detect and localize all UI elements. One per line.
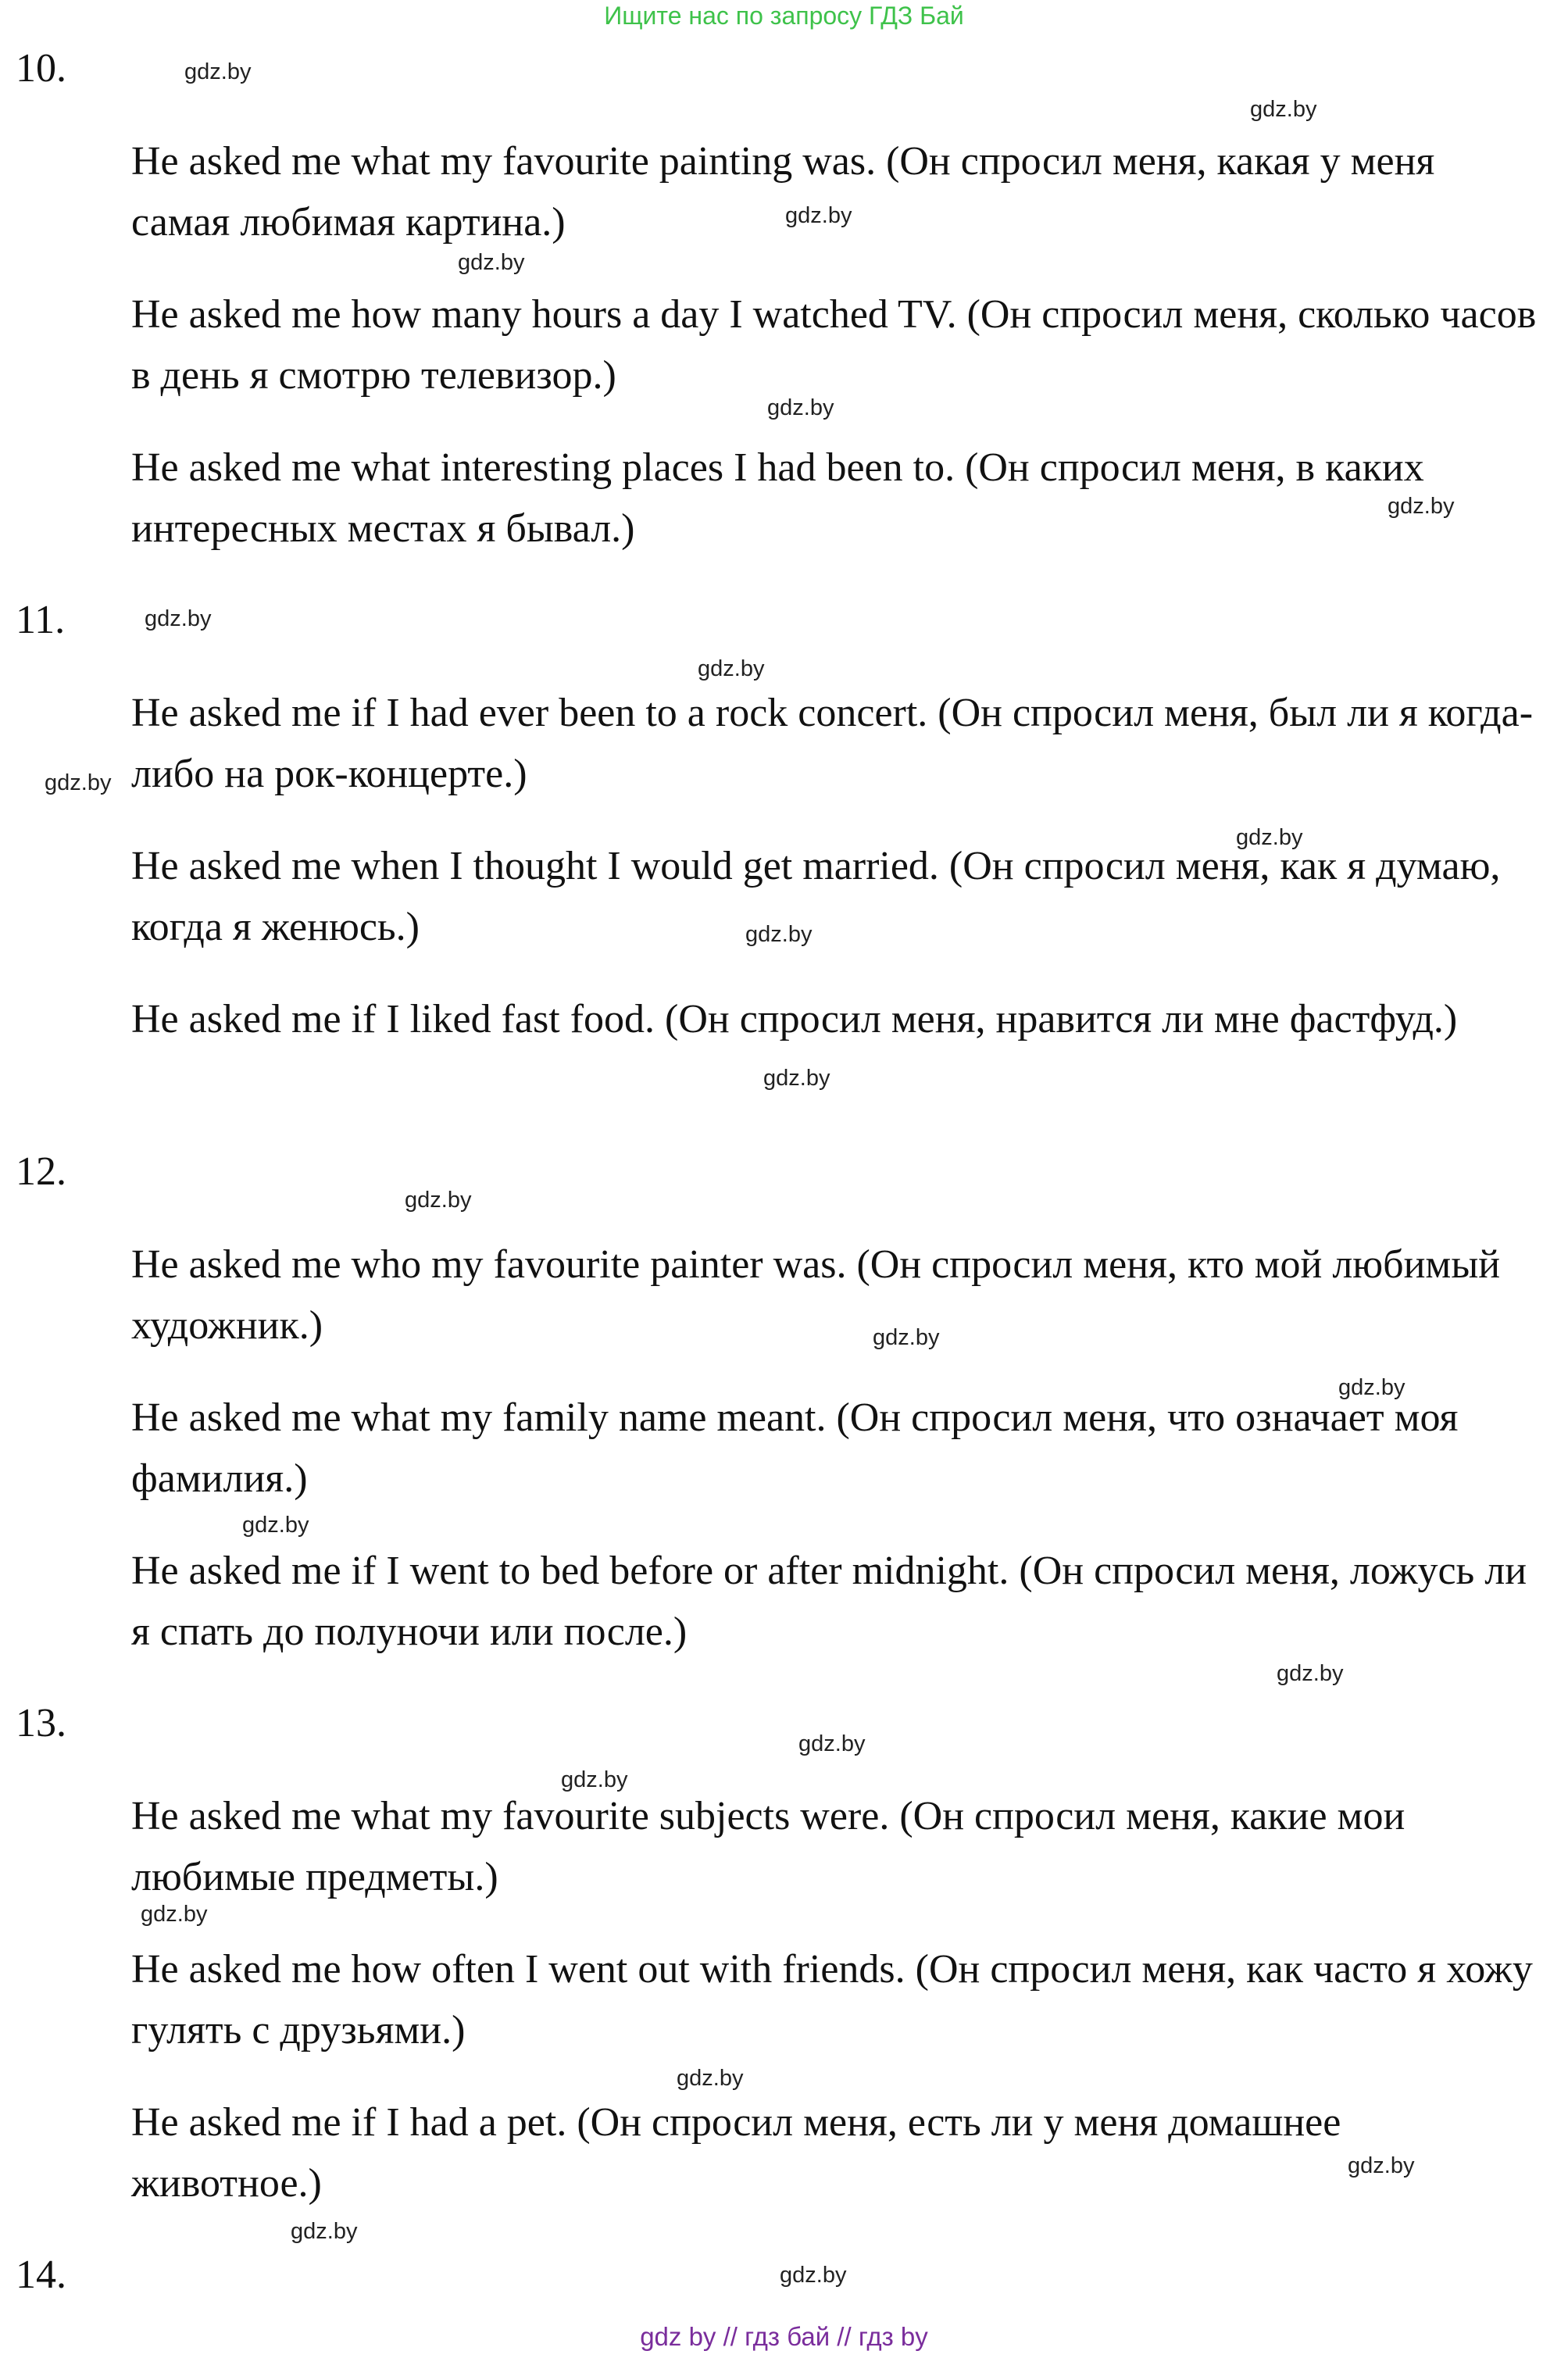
section-number: 10. <box>16 46 66 91</box>
sentence: He asked me who my favourite painter was. (Он спросил меня, кто мой любимый художник.) <box>131 1242 1501 1348</box>
watermark: gdz.by <box>45 770 112 795</box>
watermark: gdz.by <box>291 2219 358 2244</box>
sentence: He asked me what my family name meant. (Он спросил меня, что означает моя фамилия.) <box>131 1395 1459 1501</box>
watermark: gdz.by <box>184 59 252 84</box>
watermark: gdz.by <box>1250 97 1317 122</box>
watermark: gdz.by <box>873 1325 940 1350</box>
sentence: He asked me how often I went out with friends. (Он спросил меня, как часто я хожу гулять с друзьями.) <box>131 1947 1533 2053</box>
watermark: gdz.by <box>405 1188 472 1213</box>
section-number: 11. <box>16 598 66 642</box>
watermark: gdz.by <box>767 395 834 420</box>
section-number: 14. <box>16 2253 66 2297</box>
watermark: gdz.by <box>677 2066 744 2091</box>
watermark: gdz.by <box>698 656 765 681</box>
watermark: gdz.by <box>1348 2153 1415 2178</box>
watermark: gdz.by <box>145 606 212 631</box>
watermark: gdz.by <box>785 203 852 228</box>
watermark: gdz.by <box>1338 1375 1405 1400</box>
watermark: gdz.by <box>798 1731 866 1756</box>
sentence: He asked me if I had ever been to a rock concert. (Он спросил меня, был ли я когда-либо на рок-концерте.) <box>131 691 1534 796</box>
sentence: He asked me if I had a pet. (Он спросил меня, есть ли у меня домашнее животное.) <box>131 2100 1341 2206</box>
footer-links: gdz by // гдз бай // гдз by <box>640 2322 928 2351</box>
watermark: gdz.by <box>780 2263 847 2288</box>
watermark: gdz.by <box>1236 825 1303 850</box>
watermark: gdz.by <box>561 1767 628 1792</box>
sentence: He asked me what my favourite subjects were. (Он спросил меня, какие мои любимые предметы.) <box>131 1794 1405 1899</box>
sentence: He asked me if I liked fast food. (Он спросил меня, нравится ли мне фастфуд.) <box>131 997 1458 1041</box>
watermark: gdz.by <box>763 1066 830 1091</box>
watermark: gdz.by <box>1388 494 1455 519</box>
watermark: gdz.by <box>1277 1661 1344 1686</box>
sentence: He asked me if I went to bed before or after midnight. (Он спросил меня, ложусь ли я спать до полуночи или после.) <box>131 1549 1527 1654</box>
section-number: 13. <box>16 1701 66 1745</box>
section-number: 12. <box>16 1149 66 1194</box>
header-banner: Ищите нас по запросу ГДЗ Бай <box>604 2 964 30</box>
sentence: He asked me when I thought I would get married. (Он спросил меня, как я думаю, когда я женюсь.) <box>131 844 1501 949</box>
sentence: He asked me what my favourite painting was. (Он спросил меня, какая у меня самая любимая картина.) <box>131 139 1435 245</box>
watermark: gdz.by <box>242 1513 309 1538</box>
watermark: gdz.by <box>458 250 525 275</box>
watermark: gdz.by <box>141 1902 208 1927</box>
sentence: He asked me how many hours a day I watched TV. (Он спросил меня, сколько часов в день я смотрю телевизор.) <box>131 292 1537 398</box>
sentence: He asked me what interesting places I had been to. (Он спросил меня, в каких интересных местах я бывал.) <box>131 445 1424 551</box>
watermark: gdz.by <box>745 922 813 947</box>
